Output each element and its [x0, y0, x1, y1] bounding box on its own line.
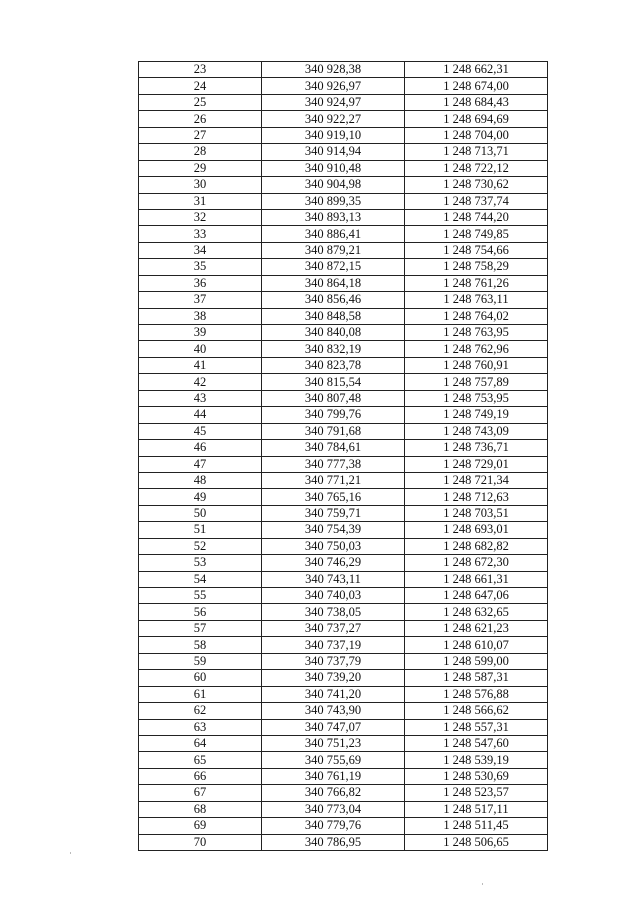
- table-row: [139, 292, 548, 308]
- x-coordinate-cell: 340 779,76: [262, 818, 405, 834]
- y-coordinate-cell: 1 248 730,62: [405, 177, 548, 193]
- table-row: [139, 78, 548, 94]
- point-number-cell: 33: [139, 226, 262, 242]
- y-coordinate-cell: 1 248 547,60: [405, 735, 548, 751]
- table-row: [139, 735, 548, 751]
- y-coordinate-cell: 1 248 694,69: [405, 111, 548, 127]
- point-number-cell: 36: [139, 275, 262, 291]
- point-number-cell: 61: [139, 686, 262, 702]
- x-coordinate-cell: 340 747,07: [262, 719, 405, 735]
- y-coordinate-cell: 1 248 744,20: [405, 209, 548, 225]
- point-number-cell: 57: [139, 620, 262, 636]
- y-coordinate-cell: 1 248 530,69: [405, 768, 548, 784]
- point-number-cell: 63: [139, 719, 262, 735]
- table-row: [139, 325, 548, 341]
- table-row: [139, 62, 548, 78]
- y-coordinate-cell: 1 248 674,00: [405, 78, 548, 94]
- point-number-cell: 31: [139, 193, 262, 209]
- x-coordinate-cell: 340 799,76: [262, 407, 405, 423]
- x-coordinate-cell: 340 815,54: [262, 374, 405, 390]
- table-row: [139, 242, 548, 258]
- point-number-cell: 28: [139, 144, 262, 160]
- table-row: [139, 341, 548, 357]
- table-row: [139, 834, 548, 850]
- y-coordinate-cell: 1 248 632,65: [405, 604, 548, 620]
- table-row: [139, 538, 548, 554]
- x-coordinate-cell: 340 856,46: [262, 292, 405, 308]
- point-number-cell: 60: [139, 670, 262, 686]
- y-coordinate-cell: 1 248 599,00: [405, 653, 548, 669]
- x-coordinate-cell: 340 738,05: [262, 604, 405, 620]
- x-coordinate-cell: 340 737,19: [262, 637, 405, 653]
- x-coordinate-cell: 340 741,20: [262, 686, 405, 702]
- point-number-cell: 40: [139, 341, 262, 357]
- point-number-cell: 49: [139, 489, 262, 505]
- table-row: [139, 193, 548, 209]
- x-coordinate-cell: 340 823,78: [262, 357, 405, 373]
- y-coordinate-cell: 1 248 722,12: [405, 160, 548, 176]
- point-number-cell: 51: [139, 522, 262, 538]
- table-row: [139, 752, 548, 768]
- point-number-cell: 45: [139, 423, 262, 439]
- table-row: [139, 505, 548, 521]
- table-row: [139, 160, 548, 176]
- table-row: [139, 177, 548, 193]
- table-row: [139, 768, 548, 784]
- point-number-cell: 62: [139, 703, 262, 719]
- x-coordinate-cell: 340 840,08: [262, 325, 405, 341]
- point-number-cell: 37: [139, 292, 262, 308]
- x-coordinate-cell: 340 893,13: [262, 209, 405, 225]
- x-coordinate-cell: 340 739,20: [262, 670, 405, 686]
- point-number-cell: 69: [139, 818, 262, 834]
- x-coordinate-cell: 340 765,16: [262, 489, 405, 505]
- x-coordinate-cell: 340 919,10: [262, 127, 405, 143]
- table-row: [139, 785, 548, 801]
- coordinates-table-body: [139, 62, 548, 851]
- point-number-cell: 58: [139, 637, 262, 653]
- table-row: [139, 818, 548, 834]
- table-row: [139, 604, 548, 620]
- y-coordinate-cell: 1 248 647,06: [405, 588, 548, 604]
- y-coordinate-cell: 1 248 736,71: [405, 440, 548, 456]
- y-coordinate-cell: 1 248 763,95: [405, 325, 548, 341]
- point-number-cell: 44: [139, 407, 262, 423]
- x-coordinate-cell: 340 786,95: [262, 834, 405, 850]
- table-row: [139, 374, 548, 390]
- x-coordinate-cell: 340 740,03: [262, 588, 405, 604]
- table-row: [139, 259, 548, 275]
- y-coordinate-cell: 1 248 576,88: [405, 686, 548, 702]
- x-coordinate-cell: 340 759,71: [262, 505, 405, 521]
- table-row: [139, 686, 548, 702]
- y-coordinate-cell: 1 248 672,30: [405, 555, 548, 571]
- y-coordinate-cell: 1 248 762,96: [405, 341, 548, 357]
- x-coordinate-cell: 340 924,97: [262, 94, 405, 110]
- y-coordinate-cell: 1 248 749,19: [405, 407, 548, 423]
- x-coordinate-cell: 340 886,41: [262, 226, 405, 242]
- y-coordinate-cell: 1 248 517,11: [405, 801, 548, 817]
- x-coordinate-cell: 340 910,48: [262, 160, 405, 176]
- table-row: [139, 555, 548, 571]
- point-number-cell: 67: [139, 785, 262, 801]
- x-coordinate-cell: 340 872,15: [262, 259, 405, 275]
- y-coordinate-cell: 1 248 684,43: [405, 94, 548, 110]
- x-coordinate-cell: 340 737,27: [262, 620, 405, 636]
- x-coordinate-cell: 340 755,69: [262, 752, 405, 768]
- point-number-cell: 46: [139, 440, 262, 456]
- y-coordinate-cell: 1 248 523,57: [405, 785, 548, 801]
- y-coordinate-cell: 1 248 757,89: [405, 374, 548, 390]
- point-number-cell: 25: [139, 94, 262, 110]
- y-coordinate-cell: 1 248 661,31: [405, 571, 548, 587]
- y-coordinate-cell: 1 248 511,45: [405, 818, 548, 834]
- point-number-cell: 34: [139, 242, 262, 258]
- table-row: [139, 637, 548, 653]
- table-row: [139, 423, 548, 439]
- table-row: [139, 472, 548, 488]
- table-row: [139, 703, 548, 719]
- point-number-cell: 64: [139, 735, 262, 751]
- x-coordinate-cell: 340 848,58: [262, 308, 405, 324]
- x-coordinate-cell: 340 864,18: [262, 275, 405, 291]
- y-coordinate-cell: 1 248 721,34: [405, 472, 548, 488]
- point-number-cell: 66: [139, 768, 262, 784]
- y-coordinate-cell: 1 248 587,31: [405, 670, 548, 686]
- y-coordinate-cell: 1 248 743,09: [405, 423, 548, 439]
- table-row: [139, 456, 548, 472]
- x-coordinate-cell: 340 807,48: [262, 390, 405, 406]
- point-number-cell: 23: [139, 62, 262, 78]
- coordinates-table: [138, 61, 548, 851]
- y-coordinate-cell: 1 248 621,23: [405, 620, 548, 636]
- point-number-cell: 26: [139, 111, 262, 127]
- table-row: [139, 620, 548, 636]
- y-coordinate-cell: 1 248 729,01: [405, 456, 548, 472]
- y-coordinate-cell: 1 248 610,07: [405, 637, 548, 653]
- point-number-cell: 54: [139, 571, 262, 587]
- y-coordinate-cell: 1 248 754,66: [405, 242, 548, 258]
- scan-speck: [482, 883, 483, 885]
- x-coordinate-cell: 340 904,98: [262, 177, 405, 193]
- point-number-cell: 50: [139, 505, 262, 521]
- x-coordinate-cell: 340 879,21: [262, 242, 405, 258]
- x-coordinate-cell: 340 926,97: [262, 78, 405, 94]
- x-coordinate-cell: 340 766,82: [262, 785, 405, 801]
- point-number-cell: 24: [139, 78, 262, 94]
- point-number-cell: 29: [139, 160, 262, 176]
- point-number-cell: 53: [139, 555, 262, 571]
- y-coordinate-cell: 1 248 749,85: [405, 226, 548, 242]
- point-number-cell: 55: [139, 588, 262, 604]
- table-row: [139, 719, 548, 735]
- x-coordinate-cell: 340 746,29: [262, 555, 405, 571]
- table-row: [139, 357, 548, 373]
- point-number-cell: 39: [139, 325, 262, 341]
- y-coordinate-cell: 1 248 712,63: [405, 489, 548, 505]
- y-coordinate-cell: 1 248 761,26: [405, 275, 548, 291]
- table-row: [139, 308, 548, 324]
- x-coordinate-cell: 340 754,39: [262, 522, 405, 538]
- table-row: [139, 144, 548, 160]
- y-coordinate-cell: 1 248 760,91: [405, 357, 548, 373]
- y-coordinate-cell: 1 248 763,11: [405, 292, 548, 308]
- x-coordinate-cell: 340 743,11: [262, 571, 405, 587]
- x-coordinate-cell: 340 899,35: [262, 193, 405, 209]
- point-number-cell: 70: [139, 834, 262, 850]
- table-row: [139, 801, 548, 817]
- point-number-cell: 52: [139, 538, 262, 554]
- point-number-cell: 32: [139, 209, 262, 225]
- x-coordinate-cell: 340 777,38: [262, 456, 405, 472]
- point-number-cell: 68: [139, 801, 262, 817]
- y-coordinate-cell: 1 248 662,31: [405, 62, 548, 78]
- y-coordinate-cell: 1 248 566,62: [405, 703, 548, 719]
- x-coordinate-cell: 340 761,19: [262, 768, 405, 784]
- point-number-cell: 35: [139, 259, 262, 275]
- point-number-cell: 38: [139, 308, 262, 324]
- point-number-cell: 43: [139, 390, 262, 406]
- x-coordinate-cell: 340 751,23: [262, 735, 405, 751]
- table-row: [139, 275, 548, 291]
- y-coordinate-cell: 1 248 753,95: [405, 390, 548, 406]
- x-coordinate-cell: 340 743,90: [262, 703, 405, 719]
- table-row: [139, 522, 548, 538]
- x-coordinate-cell: 340 771,21: [262, 472, 405, 488]
- x-coordinate-cell: 340 914,94: [262, 144, 405, 160]
- y-coordinate-cell: 1 248 758,29: [405, 259, 548, 275]
- x-coordinate-cell: 340 773,04: [262, 801, 405, 817]
- x-coordinate-cell: 340 791,68: [262, 423, 405, 439]
- table-row: [139, 127, 548, 143]
- point-number-cell: 41: [139, 357, 262, 373]
- point-number-cell: 56: [139, 604, 262, 620]
- x-coordinate-cell: 340 750,03: [262, 538, 405, 554]
- table-row: [139, 571, 548, 587]
- table-row: [139, 407, 548, 423]
- y-coordinate-cell: 1 248 764,02: [405, 308, 548, 324]
- table-row: [139, 226, 548, 242]
- x-coordinate-cell: 340 928,38: [262, 62, 405, 78]
- point-number-cell: 30: [139, 177, 262, 193]
- y-coordinate-cell: 1 248 682,82: [405, 538, 548, 554]
- x-coordinate-cell: 340 922,27: [262, 111, 405, 127]
- point-number-cell: 48: [139, 472, 262, 488]
- table-row: [139, 489, 548, 505]
- x-coordinate-cell: 340 784,61: [262, 440, 405, 456]
- y-coordinate-cell: 1 248 713,71: [405, 144, 548, 160]
- x-coordinate-cell: 340 832,19: [262, 341, 405, 357]
- table-row: [139, 390, 548, 406]
- table-row: [139, 653, 548, 669]
- y-coordinate-cell: 1 248 506,65: [405, 834, 548, 850]
- y-coordinate-cell: 1 248 557,31: [405, 719, 548, 735]
- point-number-cell: 42: [139, 374, 262, 390]
- table-row: [139, 588, 548, 604]
- point-number-cell: 27: [139, 127, 262, 143]
- table-row: [139, 670, 548, 686]
- scan-speck: [70, 852, 71, 854]
- point-number-cell: 65: [139, 752, 262, 768]
- table-row: [139, 94, 548, 110]
- y-coordinate-cell: 1 248 539,19: [405, 752, 548, 768]
- point-number-cell: 59: [139, 653, 262, 669]
- y-coordinate-cell: 1 248 737,74: [405, 193, 548, 209]
- y-coordinate-cell: 1 248 693,01: [405, 522, 548, 538]
- point-number-cell: 47: [139, 456, 262, 472]
- table-row: [139, 209, 548, 225]
- table-row: [139, 440, 548, 456]
- y-coordinate-cell: 1 248 703,51: [405, 505, 548, 521]
- table-row: [139, 111, 548, 127]
- y-coordinate-cell: 1 248 704,00: [405, 127, 548, 143]
- x-coordinate-cell: 340 737,79: [262, 653, 405, 669]
